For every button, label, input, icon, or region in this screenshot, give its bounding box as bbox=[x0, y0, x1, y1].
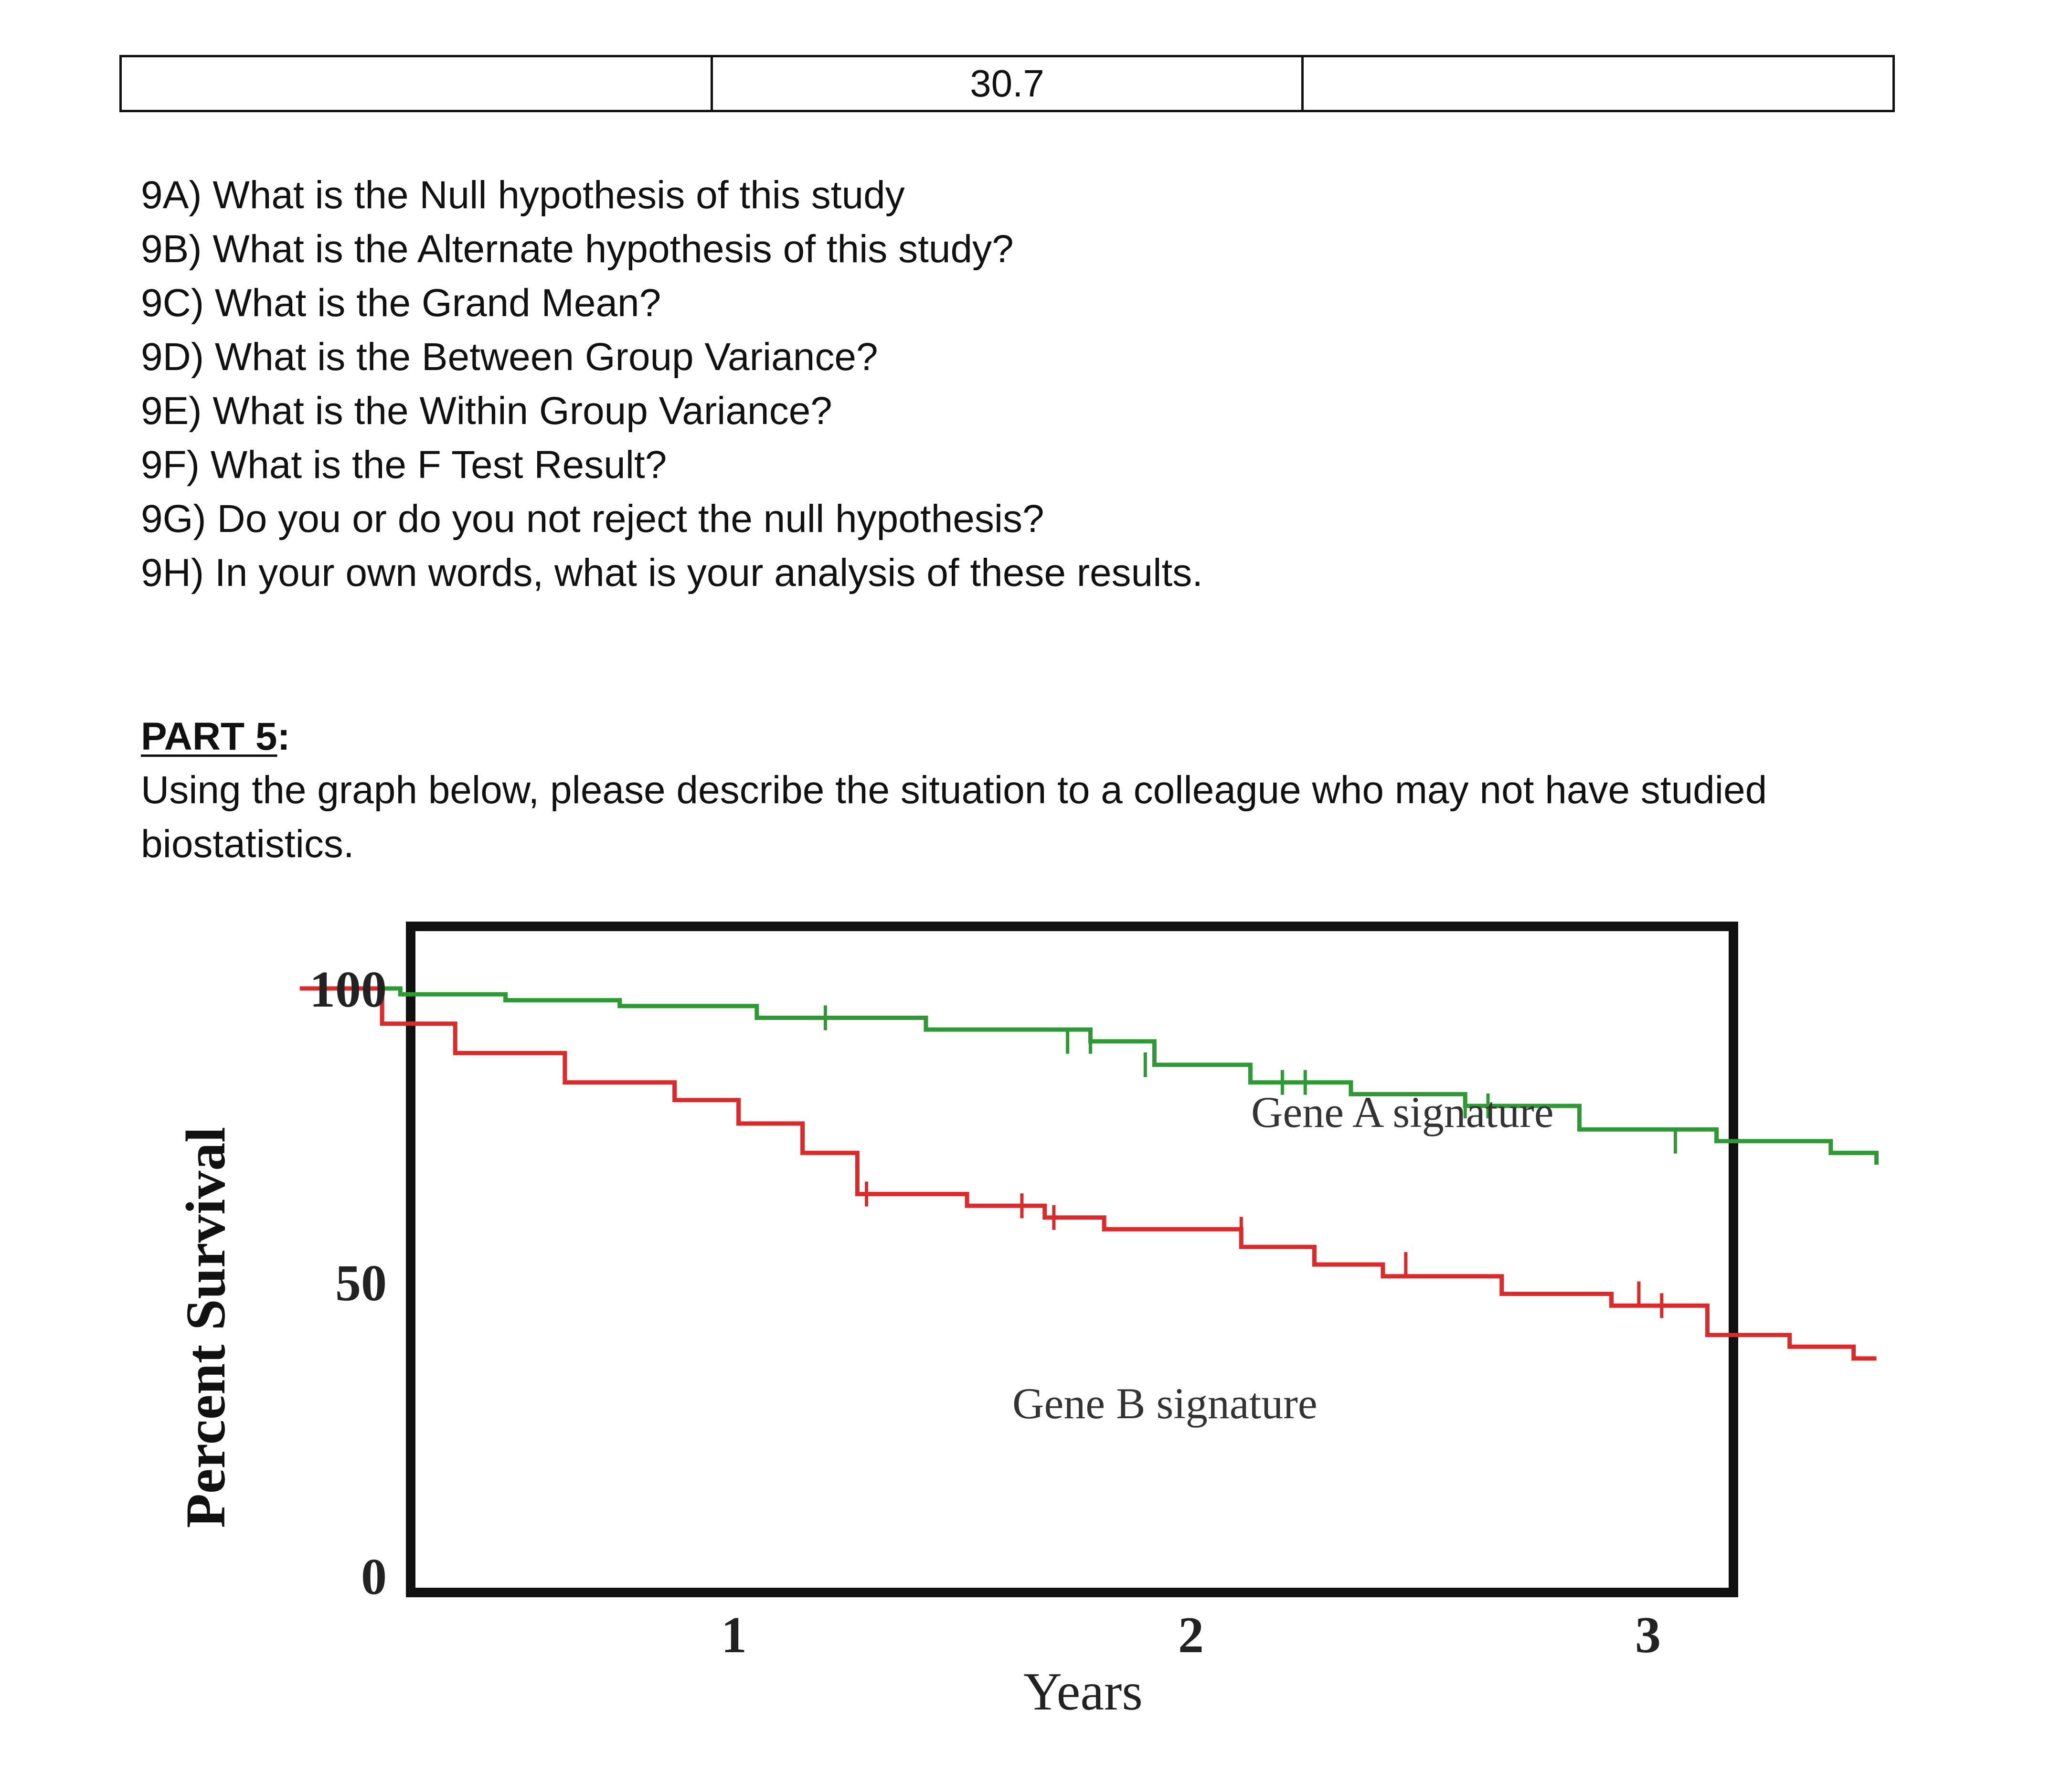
plot-frame bbox=[411, 926, 1733, 1593]
table-row bbox=[121, 56, 1894, 111]
series-label-gene-a: Gene A signature bbox=[1251, 1088, 1554, 1136]
question-9c: 9C) What is the Grand Mean? bbox=[141, 281, 661, 325]
question-list bbox=[141, 168, 1203, 600]
y-axis-label: Percent Survival bbox=[174, 1126, 237, 1529]
x-tick-label: 2 bbox=[1178, 1607, 1204, 1664]
instructions-text: Using the graph below, please describe the situation to a colleague who may not have studied biostatistics. bbox=[141, 768, 1767, 866]
x-tick-label: 3 bbox=[1635, 1607, 1661, 1664]
question-9a: 9A) What is the Null hypothesis of this study bbox=[141, 173, 905, 217]
question-9e: 9E) What is the Within Group Variance? bbox=[141, 389, 832, 433]
question-9h: 9H) In your own words, what is your analysis of these results. bbox=[141, 551, 1203, 595]
table-cell-1 bbox=[121, 56, 712, 111]
part-label: PART 5 bbox=[141, 715, 277, 758]
series-label-gene-b: Gene B signature bbox=[1012, 1379, 1318, 1428]
question-9d: 9D) What is the Between Group Variance? bbox=[141, 335, 878, 379]
x-tick-label: 1 bbox=[721, 1607, 747, 1664]
question-9g: 9G) Do you or do you not reject the null hypothesis? bbox=[141, 497, 1044, 541]
series-line-gene-a-signature bbox=[300, 988, 1877, 1165]
values-table bbox=[119, 55, 1895, 112]
survival-chart bbox=[143, 917, 1815, 1729]
y-tick-label: 0 bbox=[361, 1549, 387, 1605]
x-axis-label: Years bbox=[1023, 1662, 1143, 1721]
question-9b: 9B) What is the Alternate hypothesis of this study? bbox=[141, 227, 1014, 271]
y-tick-label: 100 bbox=[309, 961, 387, 1018]
part-heading bbox=[141, 710, 290, 764]
table-cell-3 bbox=[1303, 56, 1894, 111]
y-tick-label: 50 bbox=[335, 1255, 387, 1312]
question-9f: 9F) What is the F Test Result? bbox=[141, 443, 667, 487]
part-colon: : bbox=[277, 715, 290, 758]
table-cell-2: 30.7 bbox=[712, 56, 1303, 111]
